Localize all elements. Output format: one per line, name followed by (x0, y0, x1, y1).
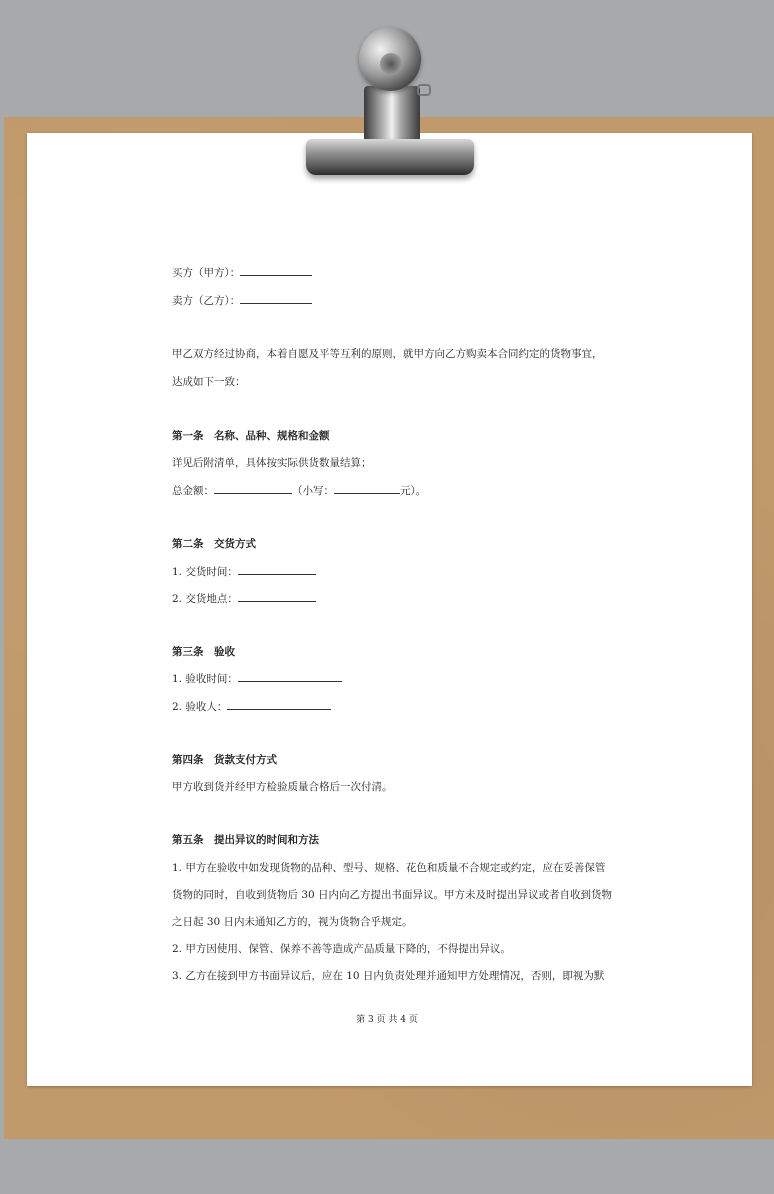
article4-line1: 甲方收到货并经甲方检验质量合格后一次付清。 (172, 781, 393, 793)
seller-line (172, 293, 312, 308)
article1-title: 第一条 名称、品种、规格和金额 (172, 430, 330, 442)
delivery-time-blank (238, 565, 316, 575)
seller-blank (240, 294, 312, 304)
article1-line1: 详见后附清单，具体按实际供货数量结算； (172, 457, 372, 469)
delivery-time-label: 1. 交货时间： (172, 566, 238, 578)
article5-line3: 之日起 30 日内未通知乙方的，视为货物合乎规定。 (172, 916, 413, 928)
page-number: 第 3 页 共 4 页 (356, 1015, 418, 1025)
buyer-blank (240, 266, 312, 276)
article5-line1: 1. 甲方在验收中如发现货物的品种、型号、规格、花色和质量不合规定或约定，应在妥善保管 (172, 862, 606, 874)
amount-blank (214, 484, 292, 494)
inspector-label: 2. 验收人： (172, 701, 228, 713)
article5-line2: 货物的同时，自收到货物后 30 日内向乙方提出书面异议。甲方未及时提出异议或者自收到货物 (172, 889, 613, 901)
clip-neck (364, 86, 420, 142)
buyer-label: 买方（甲方）： (172, 267, 241, 279)
article5-line4: 2. 甲方因使用、保管、保养不善等造成产品质量下降的，不得提出异议。 (172, 943, 511, 955)
article5-line5: 3. 乙方在接到甲方书面异议后，应在 10 日内负责处理并通知甲方处理情况，否则，即视为默 (172, 970, 605, 982)
article2-title: 第二条 交货方式 (172, 538, 256, 550)
article4-title: 第四条 货款支付方式 (172, 754, 277, 766)
intro-line-2: 达成如下一致： (172, 376, 246, 388)
clip-hole (380, 53, 402, 75)
amount-upper-blank (334, 484, 400, 494)
inspection-time-line (172, 671, 342, 686)
amount-line (172, 483, 426, 498)
amount-label: 总金额： (172, 485, 214, 497)
clip-base (306, 139, 474, 175)
amount-end: 元）。 (400, 485, 427, 497)
inspector-line (172, 699, 331, 714)
inspection-time-blank (238, 672, 342, 682)
inspection-time-label: 1. 验收时间： (172, 673, 238, 685)
amount-upper-label: （小写： (292, 485, 334, 497)
article3-title: 第三条 验收 (172, 646, 235, 658)
seller-label: 卖方（乙方）： (172, 295, 241, 307)
article5-title: 第五条 提出异议的时间和方法 (172, 834, 319, 846)
buyer-line (172, 265, 312, 280)
delivery-place-label: 2. 交货地点： (172, 593, 238, 605)
intro-line-1: 甲乙双方经过协商，本着自愿及平等互利的原则，就甲方向乙方购卖本合同约定的货物事宜， (172, 348, 603, 360)
delivery-time-line (172, 564, 316, 579)
clip-pin (417, 84, 431, 96)
inspector-blank (227, 700, 331, 710)
delivery-place-blank (238, 592, 316, 602)
delivery-place-line (172, 591, 316, 606)
